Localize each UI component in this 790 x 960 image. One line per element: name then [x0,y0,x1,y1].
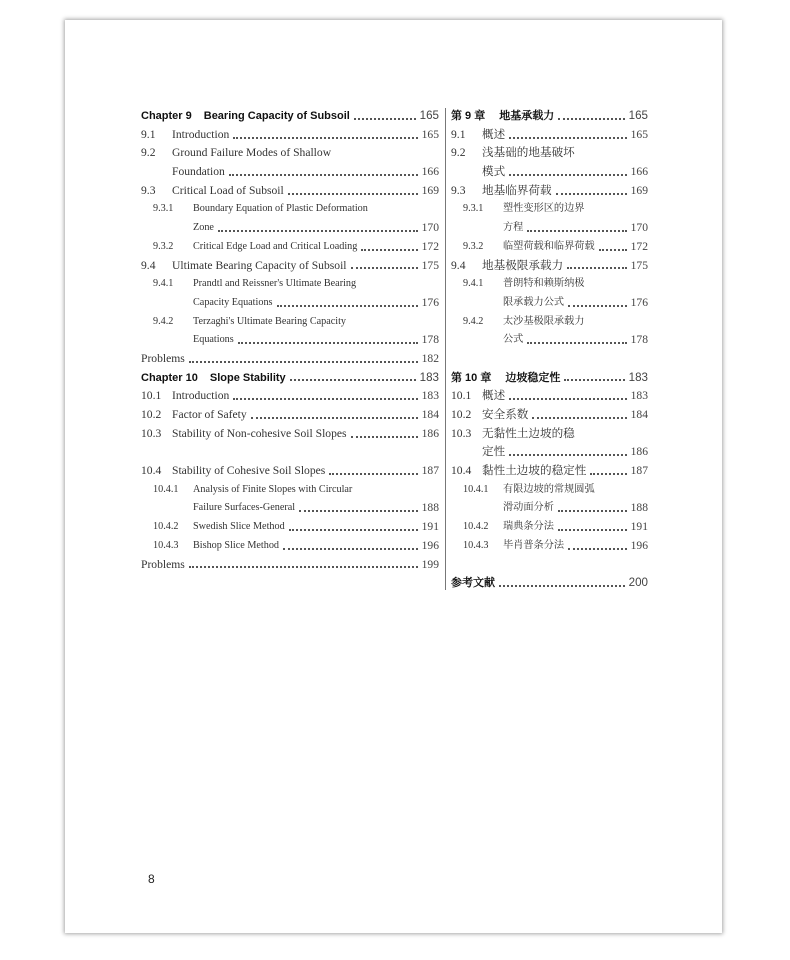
entry-title: Introduction [172,127,230,141]
blank-line [451,350,648,369]
entry-number: 9.3.2 [153,240,174,252]
dot-leader [527,341,626,344]
entry-number: 10.4 [141,464,162,478]
toc-entry[interactable] [451,369,648,388]
entry-page: 169 [421,183,439,197]
entry-page: 200 [628,576,648,590]
entry-page: 196 [421,538,439,552]
entry-page: 184 [421,408,439,421]
entry-page: 187 [421,464,439,478]
entry-number: 10.3 [141,426,162,440]
toc-english-column [141,107,439,574]
entry-page: 178 [421,333,439,347]
entry-number: 10.3 [451,426,472,440]
toc-chinese-column [451,107,648,593]
entry-number: 9.4.2 [463,315,484,327]
toc-entry[interactable] [141,537,439,556]
entry-page: 176 [421,295,439,309]
entry-page: 172 [630,239,648,253]
dot-leader [299,509,418,512]
entry-title: 毕肖普条分法 [503,539,565,551]
entry-page: 176 [630,295,648,309]
dot-leader [283,547,418,550]
entry-page: 183 [419,370,439,384]
entry-title-continued: 限承载力公式 [503,296,565,308]
toc-entry[interactable] [451,107,648,126]
dot-leader [238,341,418,344]
toc-entry[interactable] [141,331,439,350]
entry-page: 169 [630,183,648,197]
entry-title: 黏性土边坡的稳定性 [482,464,587,478]
toc-entry[interactable] [451,238,648,257]
entry-page: 186 [421,426,439,440]
entry-page: 178 [630,333,648,347]
dot-leader [558,117,624,120]
toc-entry[interactable] [451,574,648,593]
toc-entry[interactable] [451,219,648,238]
entry-title: 太沙基极限承载力 [503,315,585,327]
entry-number: 9.3 [141,183,156,197]
toc-entry[interactable] [141,182,439,201]
dot-leader [351,435,418,438]
entry-page: 184 [630,408,648,421]
dot-leader [189,360,418,363]
toc-entry[interactable] [141,387,439,406]
entry-title: Problems [141,351,185,365]
entry-page: 165 [419,109,439,122]
entry-page: 175 [421,258,439,272]
entry-title: 塑性变形区的边界 [503,203,585,215]
entry-number: 10.2 [141,408,162,421]
entry-number: Chapter 9 [141,110,192,122]
entry-title: 有限边坡的常规圆弧 [503,483,595,495]
toc-entry[interactable] [451,406,648,425]
toc-entry[interactable] [141,556,439,575]
entry-title: 概述 [482,127,506,141]
entry-title: Ultimate Bearing Capacity of Subsoil [172,258,347,272]
entry-number: 10.2 [451,408,472,421]
entry-number: 10.4.1 [153,483,179,495]
entry-number: 10.4.3 [153,539,179,551]
dot-leader [233,136,417,139]
entry-page: 191 [630,520,648,534]
entry-title: 无黏性土边坡的稳 [482,426,575,440]
dot-leader [568,304,626,307]
page-number: 8 [148,872,155,886]
toc-entry[interactable] [451,481,648,500]
entry-title: 临塑荷载和临界荷载 [503,240,595,252]
dot-leader [568,547,626,550]
entry-page: 172 [421,239,439,253]
entry-title-continued: 滑动面分析 [503,502,554,514]
entry-page: 165 [628,109,648,122]
toc-entry[interactable] [141,144,439,163]
toc-entry[interactable] [451,462,648,481]
toc-entry[interactable] [141,425,439,444]
entry-title: Terzaghi's Ultimate Bearing Capacity [193,315,347,327]
dot-leader [599,248,627,251]
entry-page: 165 [630,127,648,141]
entry-title: 浅基础的地基破坏 [482,146,575,160]
toc-entry[interactable] [141,294,439,313]
dot-leader [354,117,416,120]
entry-number: 9.4.2 [153,315,174,327]
entry-page: 187 [630,464,648,478]
dot-leader [527,229,626,232]
dot-leader [532,416,626,419]
entry-title: Bishop Slice Method [193,539,280,551]
entry-page: 165 [421,127,439,141]
toc-entry[interactable] [451,163,648,182]
entry-title: Bearing Capacity of Subsoil [203,110,350,122]
entry-title: Introduction [172,389,230,403]
toc-entry[interactable] [141,481,439,500]
toc-entry[interactable] [451,200,648,219]
entry-title: 地基承载力 [499,110,555,122]
toc-entry[interactable] [451,331,648,350]
entry-title-continued: 公式 [503,334,524,346]
toc-entry[interactable] [451,537,648,556]
toc-entry[interactable] [141,163,439,182]
toc-entry[interactable] [141,107,439,126]
dot-leader [233,397,417,400]
entry-page: 196 [630,538,648,552]
entry-page: 191 [421,520,439,534]
entry-number: 9.4 [451,258,466,272]
entry-number: 9.3.1 [153,203,174,215]
dot-leader [567,266,626,269]
toc-entry[interactable] [141,462,439,481]
toc-entry[interactable] [451,294,648,313]
dot-leader [509,397,626,400]
entry-page: 183 [630,389,648,403]
toc-entry[interactable] [141,275,439,294]
entry-number: 9.4.1 [463,278,484,290]
entry-number: 9.1 [141,127,156,141]
dot-leader [509,453,626,456]
entry-title-continued: Failure Surfaces-General [193,502,296,514]
toc-entry[interactable] [141,313,439,332]
entry-title: Slope Stability [209,371,286,384]
entry-number: 9.1 [451,127,466,141]
dot-leader [509,136,626,139]
entry-number: 9.4.1 [153,278,174,290]
toc-entry[interactable] [451,144,648,163]
dot-leader [558,509,627,512]
column-divider [445,108,446,590]
entry-number: 9.3 [451,183,466,197]
dot-leader [329,472,417,475]
entry-title: Boundary Equation of Plastic Deformation [193,203,368,215]
dot-leader [229,173,418,176]
entry-title: 安全系数 [482,408,529,421]
toc-entry[interactable] [141,499,439,518]
dot-leader [564,378,624,381]
entry-title: Critical Load of Subsoil [172,183,284,197]
entry-title: Swedish Slice Method [193,521,285,533]
blank-line [141,443,439,462]
entry-number: 10.1 [141,389,162,403]
toc-entry[interactable] [141,200,439,219]
entry-number: 9.2 [141,146,156,160]
entry-title: 瑞典条分法 [503,521,554,533]
dot-leader [556,192,627,195]
entry-number: 9.4 [141,258,156,272]
entry-page: 183 [628,370,648,384]
dot-leader [558,528,627,531]
entry-title-continued: 定性 [482,445,506,459]
entry-number: 第 9 章 [451,110,486,122]
toc-entry[interactable] [141,518,439,537]
entry-title-continued: Equations [193,334,234,346]
entry-page: 182 [421,351,439,365]
entry-title: Critical Edge Load and Critical Loading [193,240,358,252]
toc-entry[interactable] [451,387,648,406]
entry-title: Analysis of Finite Slopes with Circular [193,483,353,495]
toc-entry[interactable] [141,406,439,425]
entry-number: 10.4 [451,464,472,478]
entry-title: 地基临界荷载 [482,183,552,197]
entry-number: 10.4.2 [153,521,179,533]
toc-entry[interactable] [451,257,648,276]
entry-title: Problems [141,557,185,571]
entry-title: Ground Failure Modes of Shallow [172,146,332,160]
entry-page: 170 [630,221,648,235]
toc-entry[interactable] [451,518,648,537]
entry-title-continued: Zone [193,222,214,234]
entry-number: 10.4.3 [463,539,489,551]
entry-page: 199 [421,557,439,571]
toc-entry[interactable] [451,275,648,294]
dot-leader [288,192,418,195]
dot-leader [361,248,417,251]
entry-page: 166 [630,165,648,179]
entry-number: 10.1 [451,389,472,403]
toc-entry[interactable] [141,126,439,145]
entry-title-continued: 方程 [503,222,524,234]
dot-leader [509,173,626,176]
entry-page: 166 [421,165,439,179]
entry-title: 普朗特和赖斯纳极 [503,278,585,290]
dot-leader [218,229,418,232]
entry-title: Prandtl and Reissner's Ultimate Bearing [193,278,357,290]
entry-page: 170 [421,221,439,235]
entry-number: 9.3.1 [463,203,484,215]
entry-number: Chapter 10 [141,371,198,384]
toc-entry[interactable] [451,425,648,444]
toc-entry[interactable] [141,219,439,238]
entry-number: 第 10 章 [451,371,492,384]
entry-title: 概述 [482,389,506,403]
entry-title: Stability of Non-cohesive Soil Slopes [172,426,347,440]
dot-leader [351,266,418,269]
entry-page: 175 [630,258,648,272]
entry-title-continued: 模式 [482,165,506,179]
entry-number: 9.3.2 [463,240,484,252]
toc-entry[interactable] [451,126,648,145]
dot-leader [290,378,416,381]
toc-entry[interactable] [141,350,439,369]
toc-entry[interactable] [141,369,439,388]
toc-entry[interactable] [451,443,648,462]
entry-title: 地基极限承载力 [482,258,564,272]
entry-number: 10.4.2 [463,521,489,533]
dot-leader [189,565,418,568]
blank-line [451,556,648,575]
entry-number: 9.2 [451,146,466,160]
dot-leader [590,472,626,475]
entry-title-continued: Capacity Equations [193,296,273,308]
entry-title: 参考文献 [451,577,495,590]
entry-page: 186 [630,445,648,459]
entry-number: 10.4.1 [463,483,489,495]
dot-leader [289,528,418,531]
toc-entry[interactable] [451,313,648,332]
entry-page: 188 [630,501,648,515]
entry-page: 183 [421,389,439,403]
entry-title: Stability of Cohesive Soil Slopes [172,464,326,478]
toc-entry[interactable] [451,499,648,518]
entry-title: Factor of Safety [172,408,247,421]
toc-entry[interactable] [451,182,648,201]
toc-entry[interactable] [141,257,439,276]
dot-leader [251,416,418,419]
entry-title: 边坡稳定性 [505,371,561,384]
entry-title-continued: Foundation [172,165,225,179]
dot-leader [499,584,625,587]
dot-leader [277,304,418,307]
toc-entry[interactable] [141,238,439,257]
entry-page: 188 [421,501,439,515]
